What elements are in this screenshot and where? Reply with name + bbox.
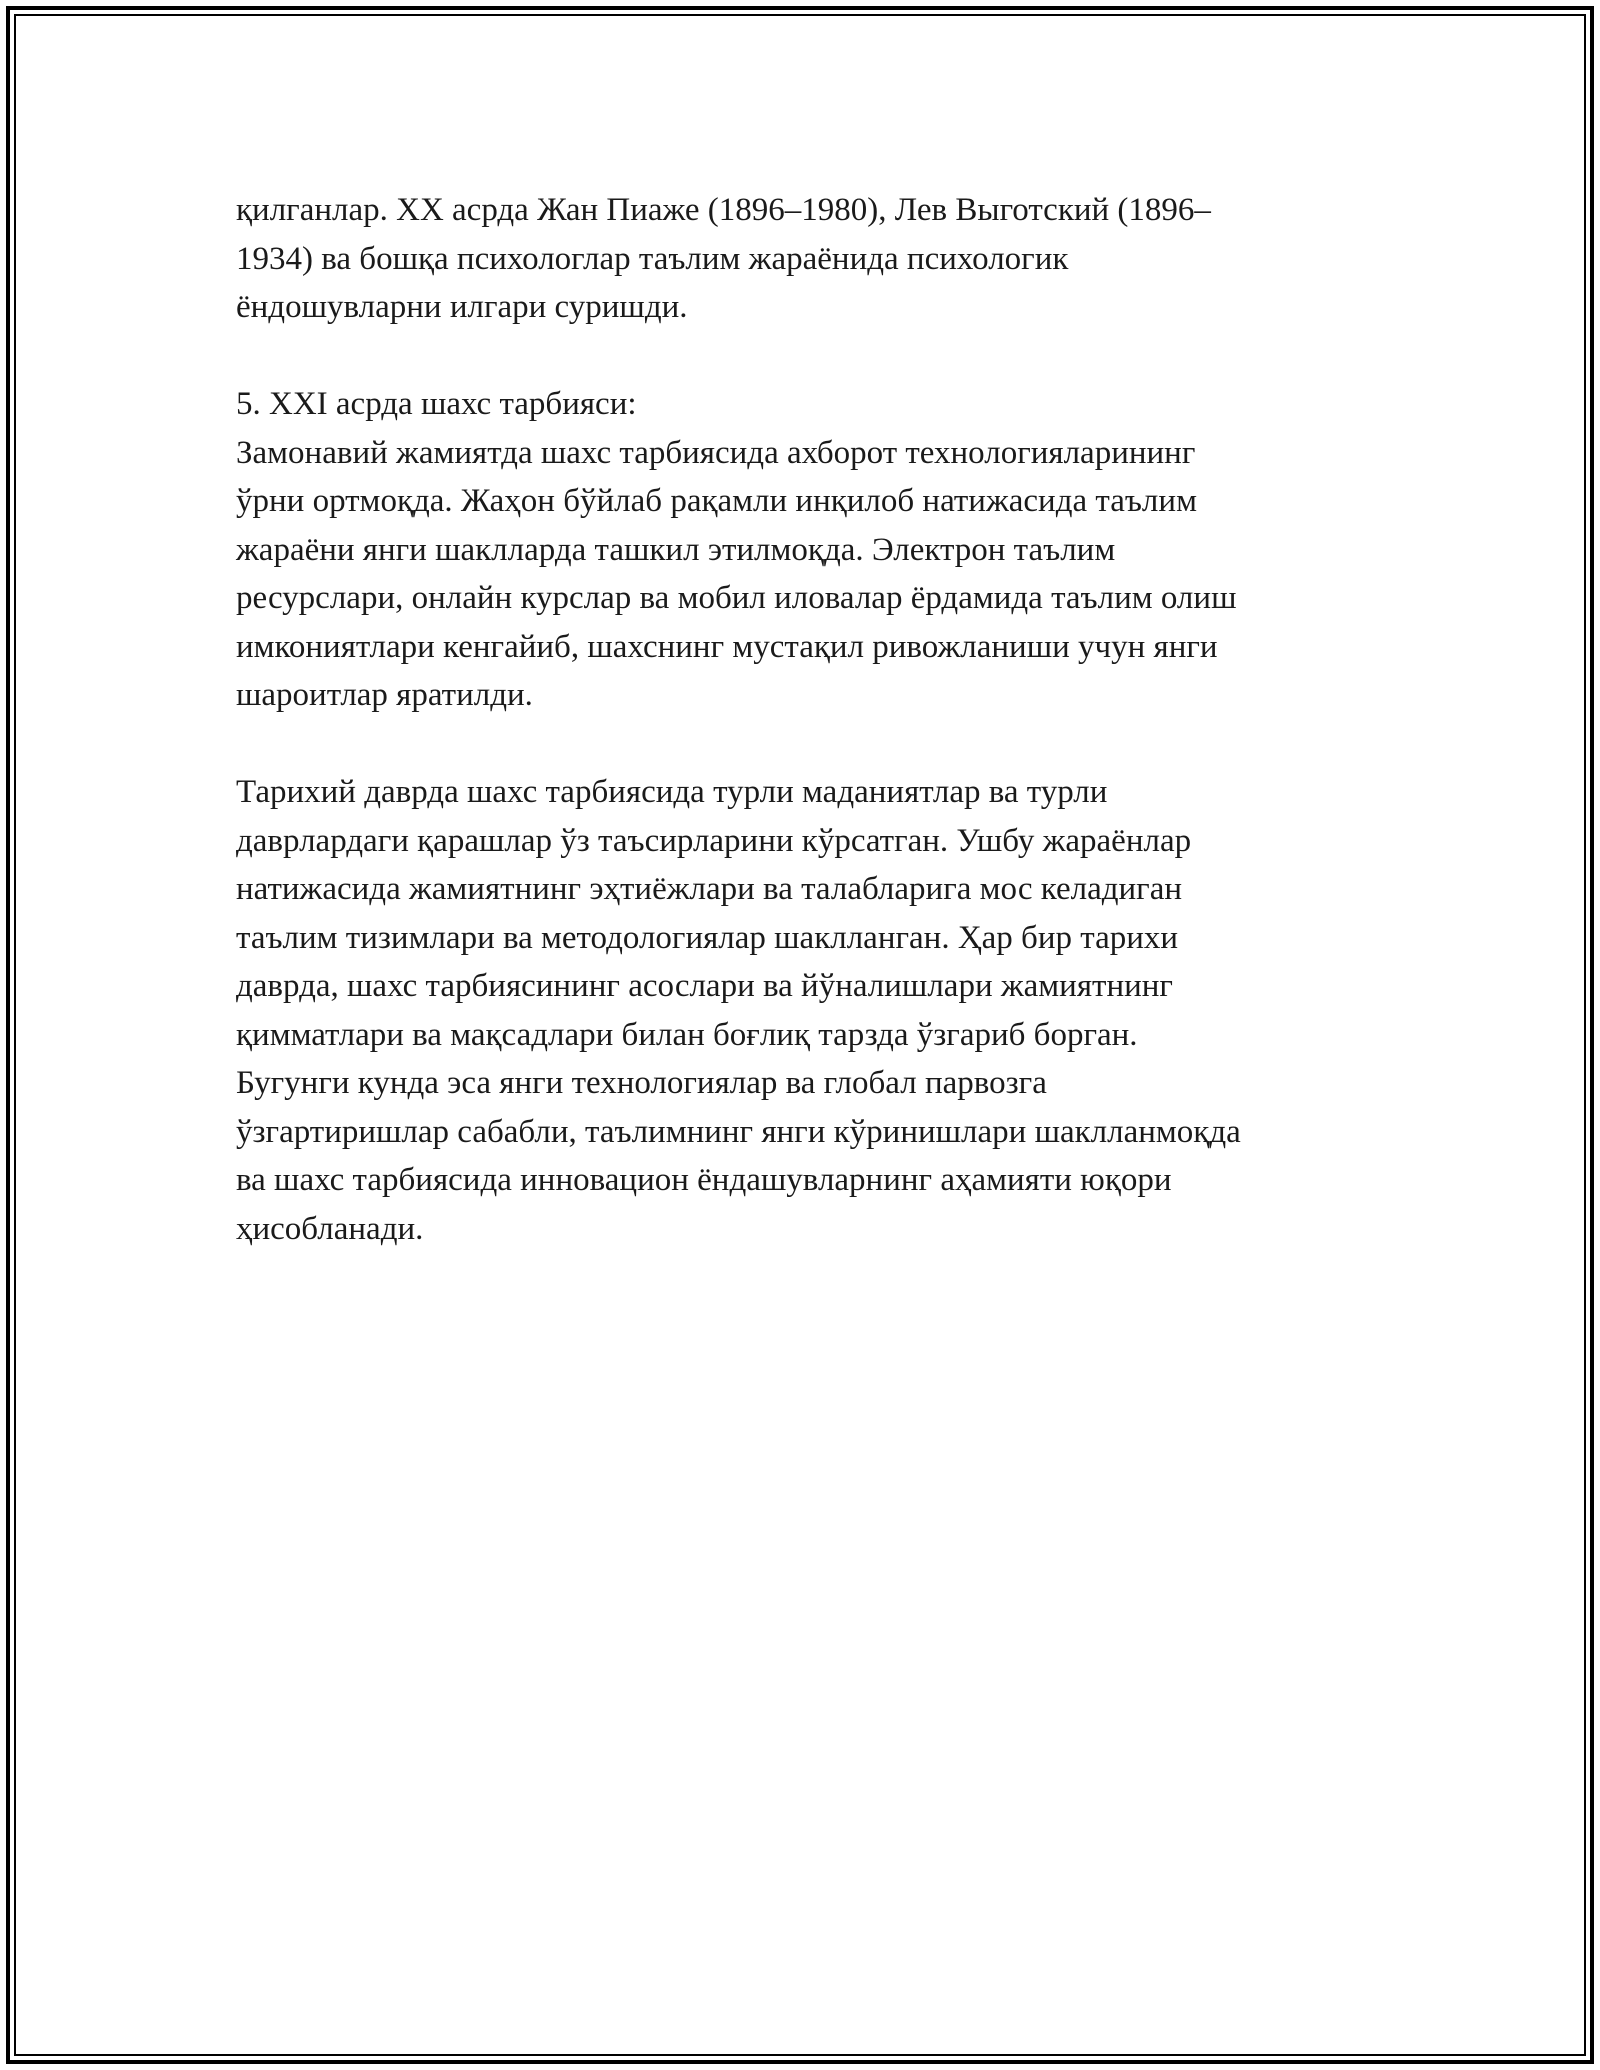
text-line: жараёни янги шаклларда ташкил этилмоқда. Электрон таълим — [236, 531, 1116, 568]
text-line: таълим тизимлари ва методологиялар шаклланган. Ҳар бир тарихи — [236, 919, 1179, 956]
text-line: Замонавий жамиятда шахс тарбиясида ахборот технологияларининг — [236, 434, 1196, 471]
text-line: ўрни ортмоқда. Жаҳон бўйлаб рақамли инқилоб натижасида таълим — [236, 483, 1197, 519]
text-line: ва шахс тарбиясида инновацион ёндашувларнинг аҳамияти юқори — [236, 1162, 1172, 1198]
text-line: натижасида жамиятнинг эҳтиёжлари ва талабларига мос келадиган — [236, 871, 1183, 907]
text-line: Бугунги кунда эса янги технологиялар ва глобал парвозга — [236, 1065, 1047, 1101]
text-line: ресурслари, онлайн курслар ва мобил иловалар ёрдамида таълим олиш — [236, 580, 1237, 616]
section-heading: 5. XXI асрда шахс тарбияси: — [236, 386, 637, 422]
text-line: қилганлар. XX асрда Жан Пиаже (1896–1980), Лев Выготский (1896– — [236, 192, 1211, 228]
text-line: Тарихий даврда шахс тарбиясида турли маданиятлар ва турли — [236, 774, 1108, 810]
text-line: 1934) ва бошқа психологлар таълим жараёнида психологик — [236, 240, 1069, 277]
text-line: шароитлар яратилди. — [236, 677, 533, 713]
paragraph — [236, 768, 1356, 1253]
text-line: даврда, шахс тарбиясининг асослари ва йўналишлари жамиятнинг — [236, 968, 1173, 1004]
text-line: даврлардаги қарашлар ўз таъсирларини кўрсатган. Ушбу жараёнлар — [236, 822, 1192, 859]
document-body — [236, 186, 1356, 1253]
paragraph-gap — [236, 720, 1356, 769]
section-paragraph — [236, 380, 1356, 720]
paragraph-gap — [236, 332, 1356, 381]
text-line: ҳисобланади. — [236, 1210, 424, 1247]
paragraph — [236, 186, 1356, 332]
text-line: имкониятлари кенгайиб, шахснинг мустақил ривожланиши учун янги — [236, 628, 1218, 665]
text-line: ёндошувларни илгари суришди. — [236, 289, 688, 325]
text-line: ўзгартиришлар сабабли, таълимнинг янги кўринишлари шаклланмоқда — [236, 1113, 1241, 1150]
text-line: қимматлари ва мақсадлари билан боғлиқ тарзда ўзгариб борган. — [236, 1016, 1138, 1053]
